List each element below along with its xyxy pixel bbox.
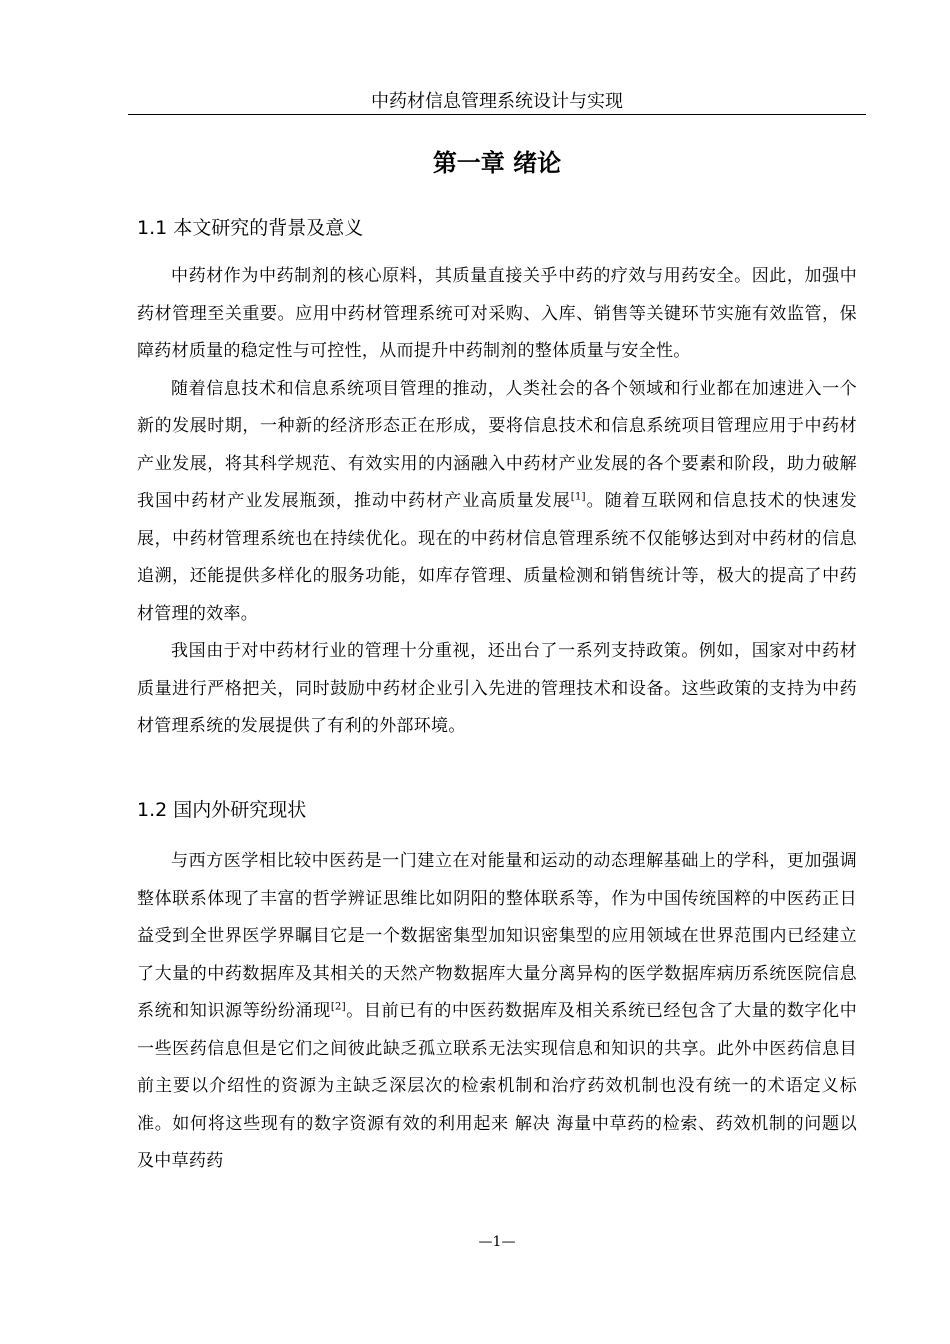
citation-ref: [2] xyxy=(330,1001,346,1013)
paragraph: 中药材作为中药制剂的核心原料，其质量直接关乎中药的疗效与用药安全。因此，加强中药材管理至关重要。应用中药材管理系统可对采购、入库、销售等关键环节实施有效监管，保障药材质量的稳定性与可控性，从而提升中药制剂的整体质量与安全性。 xyxy=(137,266,857,361)
section-heading-1-1: 1.1 本文研究的背景及意义 xyxy=(137,217,364,239)
paragraph-text: 随着信息技术和信息系统项目管理的推动，人类社会的各个领域和行业都在加速进入一个新的发展时期，一种新的经济形态正在形成，要将信息技术和信息系统项目管理应用于中药材产业发展，将其科学规范、有效实用的内涵融入中药材产业发展的各个要素和阶段，助力破解我国中药材产业发展瓶颈，推动中药材产业高质量发展 xyxy=(137,378,857,511)
paragraph-text: 。随着互联网和信息技术的快速发展，中药材管理系统也在持续优化。现在的中药材信息管理系统不仅能够达到对中药材的信息追溯，还能提供多样化的服务功能，如库存管理、质量检测和销售统计等，极大的提高了中药材管理的效率。 xyxy=(137,491,857,624)
paragraph xyxy=(137,843,857,1181)
section-1-2-body xyxy=(137,843,857,1181)
paragraph-text: 与西方医学相比较中医药是一门建立在对能量和运动的动态理解基础上的学科，更加强调整体联系体现了丰富的哲学辨证思维比如阴阳的整体联系等，作为中国传统国粹的中医药正日益受到全世界医学界瞩目它是一个数据密集型加知识密集型的应用领域在世界范围内已经建立了大量的中药数据库及其相关的天然产物数据库大量分离异构的医学数据库病历系统医院信息系统和知识源等纷纷涌现 xyxy=(137,851,857,1021)
paragraph xyxy=(137,371,857,634)
citation-ref: [1] xyxy=(570,491,586,503)
section-1-1-body xyxy=(137,258,857,746)
section-heading-1-2: 1.2 国内外研究现状 xyxy=(137,799,307,821)
page-number: —1— xyxy=(478,1234,516,1250)
paragraph: 我国由于对中药材行业的管理十分重视，还出台了一系列支持政策。例如，国家对中药材质量进行严格把关，同时鼓励中药材企业引入先进的管理技术和设备。这些政策的支持为中药材管理系统的发展提供了有利的外部环境。 xyxy=(137,641,857,736)
chapter-title: 第一章 绪论 xyxy=(432,149,562,177)
paragraph-text: 。目前已有的中医药数据库及相关系统已经包含了大量的数字化中一些医药信息但是它们之间彼此缺乏孤立联系无法实现信息和知识的共享。此外中医药信息目前主要以介绍性的资源为主缺乏深层次的检索机制和治疗药效机制也没有统一的术语定义标准。如何将这些现有的数字资源有效的利用起来 解决 海量中草药的检索、药效机制的问题以及中草药药 xyxy=(137,1001,857,1171)
running-header: 中药材信息管理系统设计与实现 xyxy=(128,90,866,115)
